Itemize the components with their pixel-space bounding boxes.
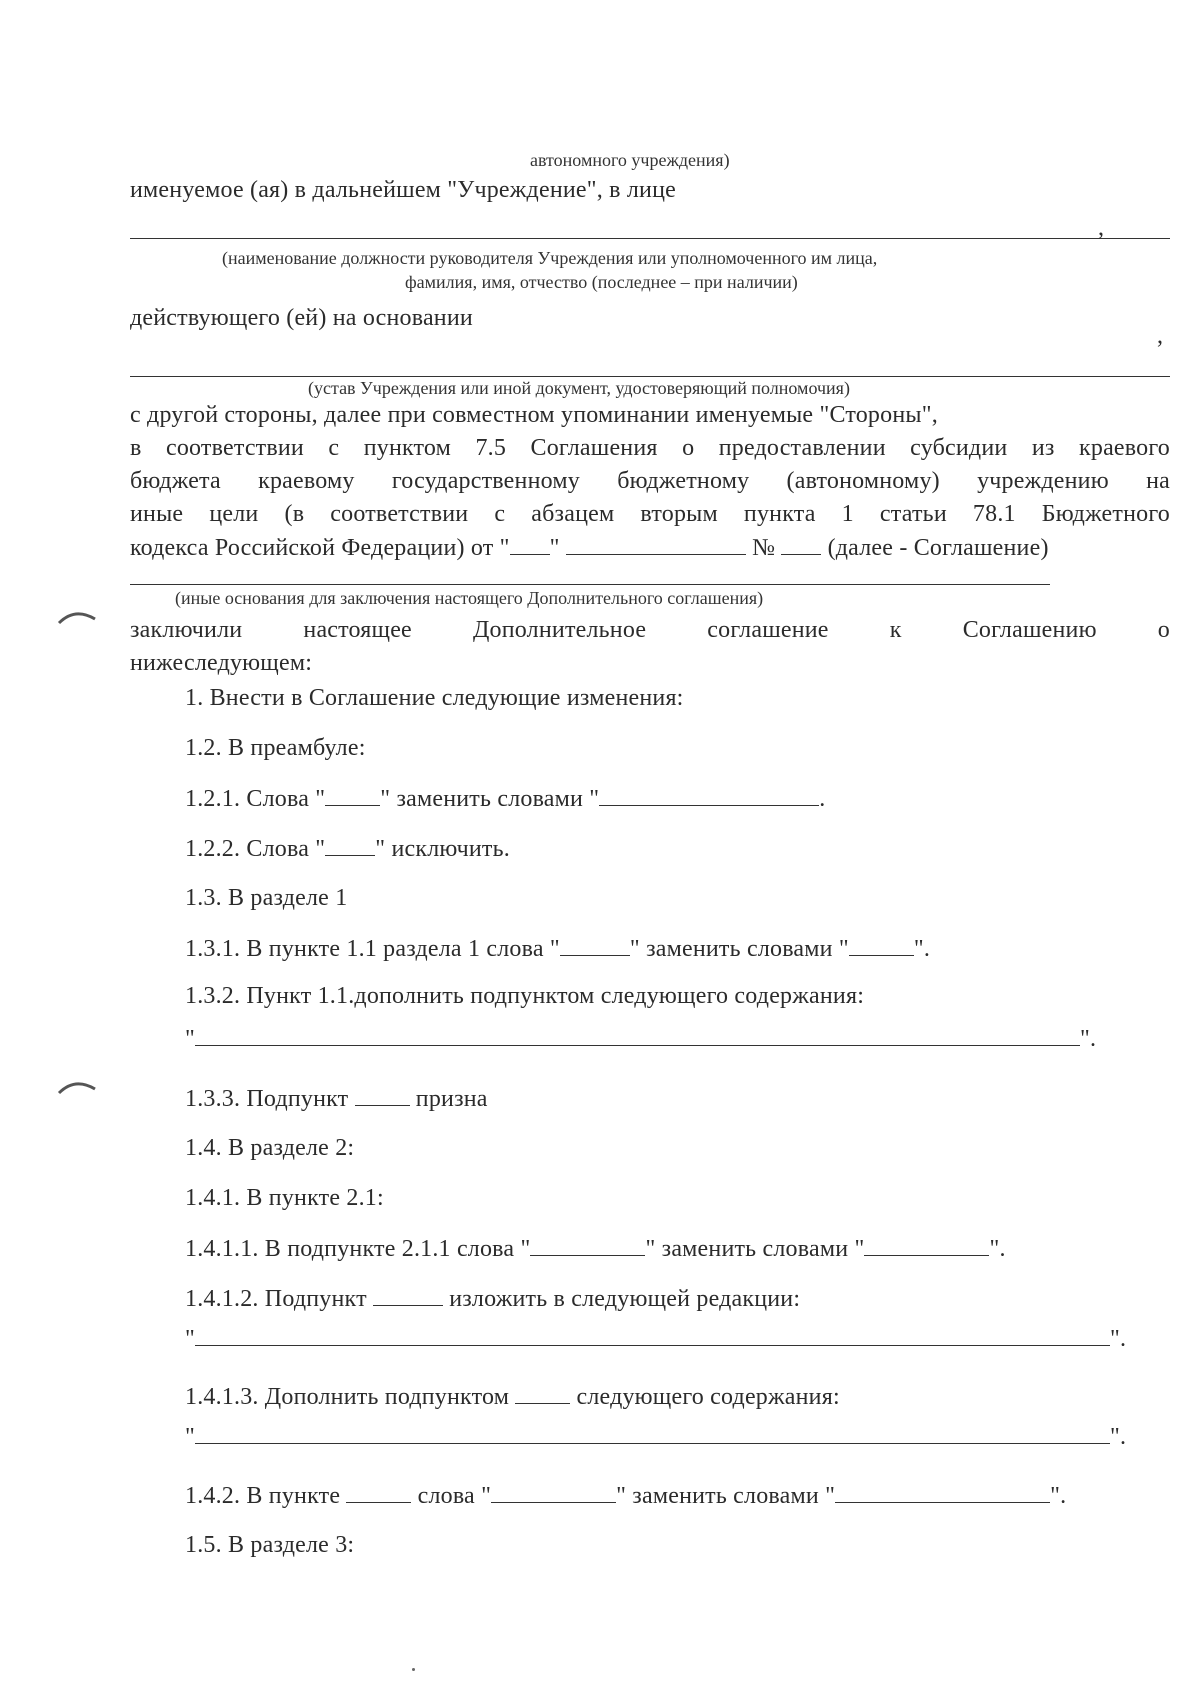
punch-hole-arc-icon	[55, 605, 100, 627]
blank-words-new	[599, 785, 819, 806]
blank-edit-content	[195, 1325, 1110, 1346]
paragraph-line-5	[130, 534, 1049, 562]
blank-2-1-1-new	[864, 1235, 989, 1256]
blank-point-old	[491, 1482, 616, 1503]
item-1-2-2: 1.2.2. Слова " " исключить.	[185, 836, 510, 862]
item-1-4-1-3-blank: " ".	[185, 1424, 1127, 1450]
blank-point-number	[346, 1482, 411, 1503]
item-1-4-1: 1.4.1. В пункте 2.1:	[185, 1185, 384, 1211]
line-acting-basis: действующего (ей) на основании	[130, 305, 473, 331]
blank-subitem-number	[355, 1085, 410, 1106]
paragraph-line-3: бюджета краевому государственному бюджетному (автономному) учреждению на	[130, 468, 1170, 494]
caption-head-name: фамилия, имя, отчество (последнее – при наличии)	[405, 272, 798, 292]
item-1-3-2: 1.3.2. Пункт 1.1.дополнить подпунктом следующего содержания:	[185, 983, 865, 1009]
item-1-3-1: 1.3.1. В пункте 1.1 раздела 1 слова " " заменить словами " ".	[185, 936, 931, 962]
item-1-3-2-blank: " ".	[185, 1026, 1097, 1052]
item-1-4-1-3: 1.4.1.3. Дополнить подпунктом следующего содержания:	[185, 1384, 840, 1410]
paragraph-line-4: иные цели (в соответствии с абзацем вторым пункта 1 статьи 78.1 Бюджетного	[130, 501, 1170, 527]
blank-new-content	[195, 1423, 1110, 1444]
caption-institution: автономного учреждения)	[530, 150, 730, 170]
hereinafter-text: (далее - Соглашение)	[827, 535, 1049, 561]
item-1-2-1: 1.2.1. Слова " " заменить словами " .	[185, 786, 826, 812]
blank-day	[510, 534, 550, 555]
item-1-4: 1.4. В разделе 2:	[185, 1135, 355, 1161]
agreement-paragraph	[130, 402, 1170, 534]
item-1-3: 1.3. В разделе 1	[185, 885, 348, 911]
line-named-institution: именуемое (ая) в дальнейшем "Учреждение", в лице	[130, 177, 677, 203]
caption-other-basis: (иные основания для заключения настоящего Дополнительного соглашения)	[175, 588, 764, 608]
blank-new-subitem	[515, 1383, 570, 1404]
quote-close: "	[549, 535, 560, 561]
item-1: 1. Внести в Соглашение следующие изменения:	[185, 685, 684, 711]
field-head-position-line	[130, 238, 1170, 239]
blank-number	[781, 534, 821, 555]
concluded-paragraph	[130, 617, 1170, 650]
paragraph-line-2: в соответствии с пунктом 7.5 Соглашения о предоставлении субсидии из краевого	[130, 435, 1170, 461]
blank-subitem-content	[195, 1025, 1080, 1046]
number-sign: №	[752, 535, 776, 561]
blank-words-exclude	[325, 835, 375, 856]
field-other-basis-line	[130, 584, 1050, 585]
caption-basis-document: (устав Учреждения или иной документ, удостоверяющий полномочия)	[308, 378, 850, 398]
blank-subitem-edit	[373, 1285, 443, 1306]
item-1-4-1-2: 1.4.1.2. Подпункт изложить в следующей редакции:	[185, 1286, 801, 1312]
item-1-4-2: 1.4.2. В пункте слова " " заменить словами " ".	[185, 1483, 1067, 1509]
blank-point-new	[835, 1482, 1050, 1503]
field-basis-line	[130, 376, 1170, 377]
scan-speck-icon	[412, 1668, 415, 1671]
item-1-5: 1.5. В разделе 3:	[185, 1532, 355, 1558]
caption-head-position: (наименование должности руководителя Учреждения или уполномоченного им лица,	[222, 248, 878, 268]
blank-section1-new	[849, 935, 914, 956]
punch-hole-arc-icon	[55, 1075, 100, 1097]
code-text: кодекса Российской Федерации) от "	[130, 535, 510, 561]
comma-mark-2: ,	[1157, 323, 1164, 349]
item-1-4-1-1: 1.4.1.1. В подпункте 2.1.1 слова " " заменить словами " ".	[185, 1236, 1006, 1262]
concluded-line-2: нижеследующем:	[130, 650, 313, 676]
blank-2-1-1-old	[530, 1235, 645, 1256]
paragraph-line-1: с другой стороны, далее при совместном упоминании именуемые "Стороны",	[130, 402, 938, 428]
item-1-2: 1.2. В преамбуле:	[185, 735, 366, 761]
blank-month-year	[566, 534, 746, 555]
blank-section1-old	[560, 935, 630, 956]
item-1-3-3: 1.3.3. Подпункт призна	[185, 1086, 488, 1112]
blank-words-old	[325, 785, 380, 806]
comma-mark: ,	[1098, 215, 1105, 241]
concluded-line-1: заключили настоящее Дополнительное соглашение к Соглашению о	[130, 617, 1170, 643]
item-1-4-1-2-blank: " ".	[185, 1326, 1127, 1352]
